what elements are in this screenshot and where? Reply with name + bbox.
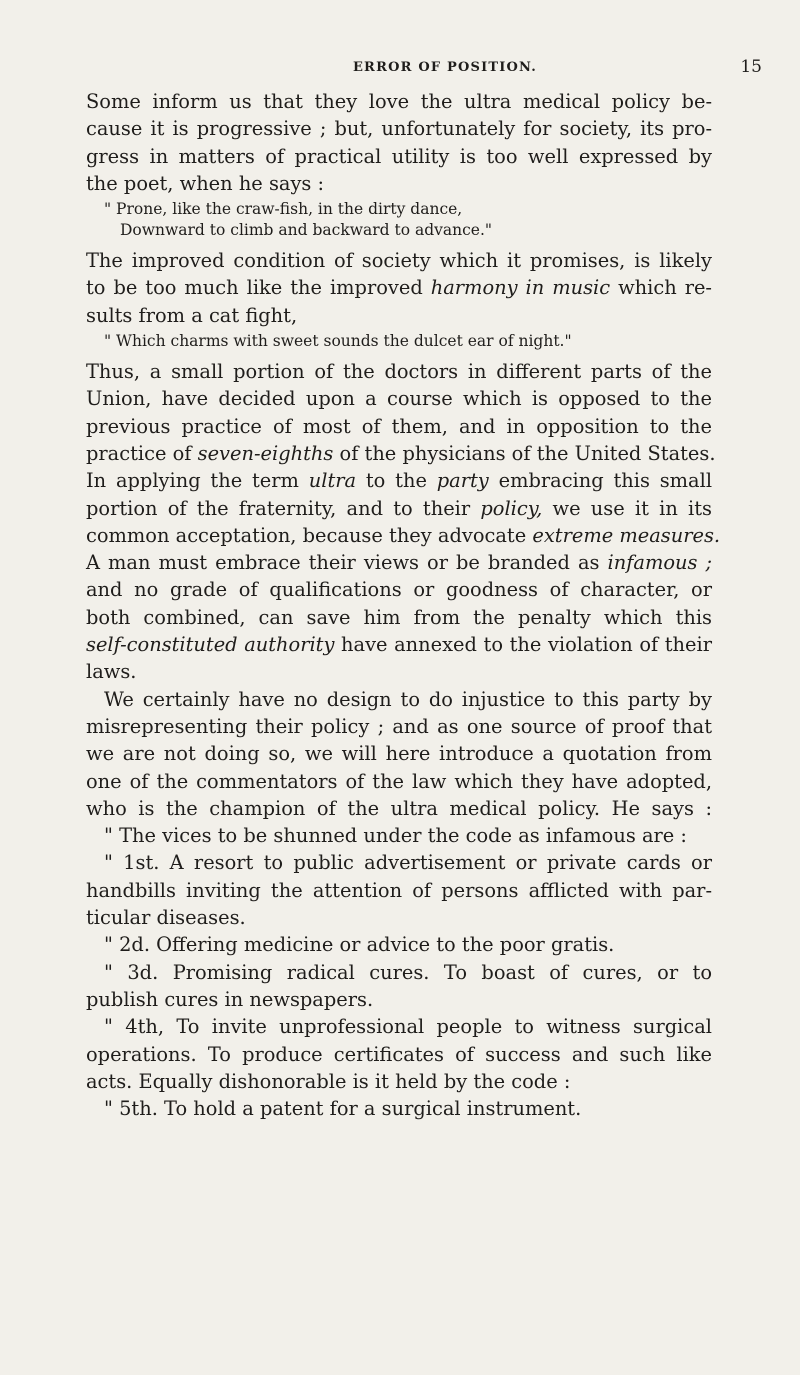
body-text bbox=[86, 88, 721, 1122]
text-line: both combined, can save him from the penalty which this bbox=[86, 605, 712, 629]
text-line: " 3d. Promising radical cures. To boast of cures, or to bbox=[104, 960, 712, 984]
text-line: we are not doing so, we will here introduce a quotation from bbox=[86, 742, 712, 766]
page-number: 15 bbox=[740, 57, 762, 77]
text-line: and no grade of qualifications or goodness of character, or bbox=[86, 578, 712, 602]
verse-line: " Which charms with sweet sounds the dulcet ear of night." bbox=[104, 332, 572, 351]
text-line: Union, have decided upon a course which is opposed to the bbox=[86, 387, 712, 411]
text-line: handbills inviting the attention of persons afflicted with par- bbox=[86, 878, 712, 902]
text-line: " 4th, To invite unprofessional people to witness surgical bbox=[104, 1015, 712, 1039]
text-line: to be too much like the improved harmony in music which re- bbox=[86, 276, 712, 300]
text-line: " 5th. To hold a patent for a surgical instrument. bbox=[104, 1097, 582, 1121]
text-line: " 2d. Offering medicine or advice to the poor gratis. bbox=[104, 933, 615, 957]
text-line: Thus, a small portion of the doctors in different parts of the bbox=[86, 360, 712, 384]
text-line: acts. Equally dishonorable is it held by the code : bbox=[86, 1069, 571, 1093]
text-line: gress in matters of practical utility is too well expressed by bbox=[86, 144, 712, 168]
running-head: ERROR OF POSITION. bbox=[352, 60, 538, 75]
page-header bbox=[90, 57, 800, 80]
text-line: laws. bbox=[86, 660, 137, 684]
text-line: We certainly have no design to do injustice to this party by bbox=[104, 687, 712, 711]
text-line: common acceptation, because they advocate extreme measures. bbox=[86, 523, 721, 547]
text-line: operations. To produce certificates of success and such like bbox=[86, 1042, 712, 1066]
text-line: Some inform us that they love the ultra medical policy be- bbox=[86, 90, 712, 113]
text-line: sults from a cat fight, bbox=[86, 303, 298, 327]
text-line: practice of seven-eighths of the physicians of the United States. bbox=[86, 441, 716, 465]
text-line: previous practice of most of them, and in opposition to the bbox=[86, 414, 712, 438]
text-line: who is the champion of the ultra medical policy. He says : bbox=[86, 796, 712, 820]
text-line: A man must embrace their views or be branded as infamous ; bbox=[86, 551, 712, 575]
text-line: The improved condition of society which it promises, is likely bbox=[86, 249, 712, 273]
text-line: " 1st. A resort to public advertisement or private cards or bbox=[104, 851, 712, 875]
text-line: cause it is progressive ; but, unfortunately for society, its pro- bbox=[86, 117, 712, 141]
verse-line: Downward to climb and backward to advance." bbox=[120, 221, 493, 240]
text-line: portion of the fraternity, and to their policy, we use it in its bbox=[86, 496, 712, 520]
text-line: In applying the term ultra to the party embracing this small bbox=[86, 469, 713, 493]
text-line: misrepresenting their policy ; and as one source of proof that bbox=[86, 714, 712, 738]
text-line: publish cures in newspapers. bbox=[86, 987, 374, 1011]
text-line: ticular diseases. bbox=[86, 906, 246, 930]
text-line: self-constituted authority have annexed to the violation of their bbox=[86, 633, 712, 657]
verse-line: " Prone, like the craw-fish, in the dirty dance, bbox=[104, 200, 463, 219]
text-line: " The vices to be shunned under the code as infamous are : bbox=[104, 824, 687, 848]
text-line: one of the commentators of the law which they have adopted, bbox=[86, 769, 712, 793]
text-line: the poet, when he says : bbox=[86, 171, 325, 195]
